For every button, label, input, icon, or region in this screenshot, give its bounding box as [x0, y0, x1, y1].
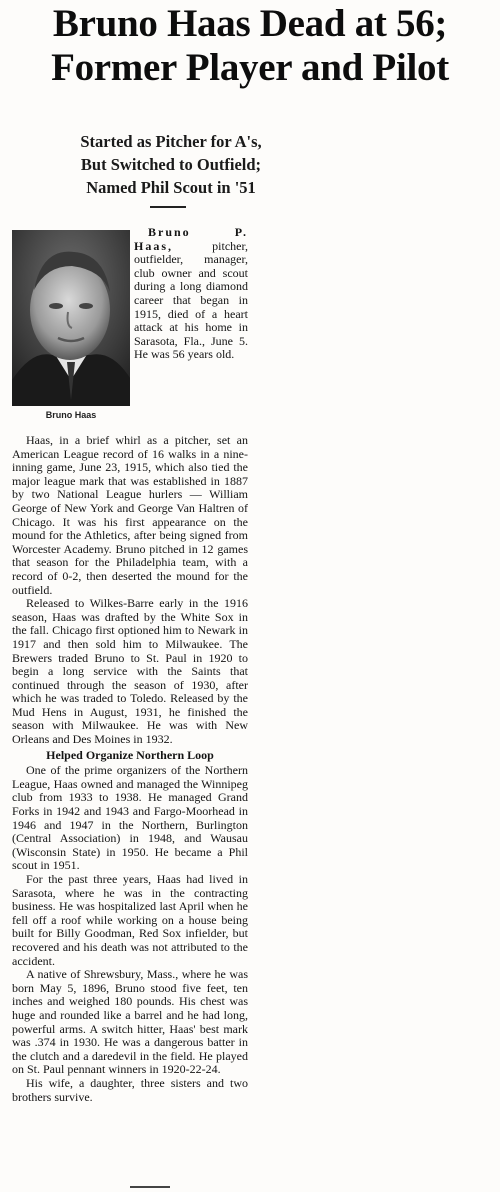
intro-paragraph [134, 226, 248, 362]
intro-text: pitcher, outfielder, manager, club owner and scout during a long diamond career that began in 1915, died of a heart attack at his home in Sarasota, Fla., June 5. He was 56 years old. [134, 238, 248, 362]
headline-line-2: Former Player and Pilot [51, 46, 449, 89]
article-intro [134, 226, 248, 362]
intro-name: Bruno P. Haas, [134, 225, 248, 253]
headline-line-1: Bruno Haas Dead at 56; [52, 2, 448, 45]
subhead-line-3: Named Phil Scout in '51 [86, 178, 256, 197]
portrait-photo [12, 230, 130, 406]
subhead-line-2: But Switched to Outfield; [80, 155, 262, 174]
subhead-line-1: Started as Pitcher for A's, [80, 132, 262, 151]
portrait-image [12, 230, 130, 406]
end-rule [130, 1186, 170, 1188]
body-paragraph-2: Released to Wilkes-Barre early in the 1916 season, Haas was drafted by the White Sox in the fall. Chicago first optioned him to Newark in 1917 and then sold him to Milwaukee. The Brewers traded Bruno to St. Paul in 1920 to begin a long service with the Saints that continued through the season of 1930, after which he was traded to Toledo. Released by the Mud Hens in August, 1931, he finished the season with Milwaukee. He was with New Orleans and Des Moines in 1932. [12, 596, 248, 747]
body-paragraph-5: A native of Shrewsbury, Mass., where he was born May 5, 1896, Bruno stood five feet, ten inches and weighed 180 pounds. His chest was huge and rounded like a barrel and he had long, powerful arms. A switch hitter, Haas' best mark was .374 in 1930. He was a dangerous batter in the clutch and a daredevil in the field. He played on St. Paul pennant winners in 1920-22-24. [12, 967, 248, 1077]
subhead-rule [150, 206, 186, 208]
body-paragraph-6: His wife, a daughter, three sisters and two brothers survive. [12, 1075, 248, 1104]
section-heading: Helped Organize Northern Loop [46, 747, 214, 762]
photo-caption: Bruno Haas [45, 410, 97, 420]
body-paragraph-1: Haas, in a brief whirl as a pitcher, set an American League record of 16 walks in a nine-inning game, June 23, 1915, which also tied the major league mark that was established in 1887 by two National League hurlers — William George of New York and George Van Haltren of Chicago. It was his first appearance on the mound for the Athletics, after being signed from Worcester Academy. Bruno pitched in 12 games that season for the Philadelphia team, with a record of 0-2, then deserted the mound for the outfield. [12, 433, 248, 597]
article-body [12, 434, 248, 1104]
headline [4, 2, 496, 90]
body-paragraph-4: For the past three years, Haas had lived in Sarasota, where he was in the contracting business. He was hospitalized last April when he fell off a roof while working on a house being built for Billy Goodman, Red Sox infielder, but recovered and his death was not attributed to the accident. [12, 872, 248, 968]
body-paragraph-3: One of the prime organizers of the Northern League, Haas owned and managed the Winnipeg club from 1933 to 1938. He managed Grand Forks in 1942 and 1943 and Fargo-Moorhead in 1946 and 1947 in the Northern, Burlington (Central Association) in 1948, and Wausau (Wisconsin State) in 1950. He became a Phil scout in 1951. [12, 763, 248, 873]
subheadline [40, 130, 302, 199]
